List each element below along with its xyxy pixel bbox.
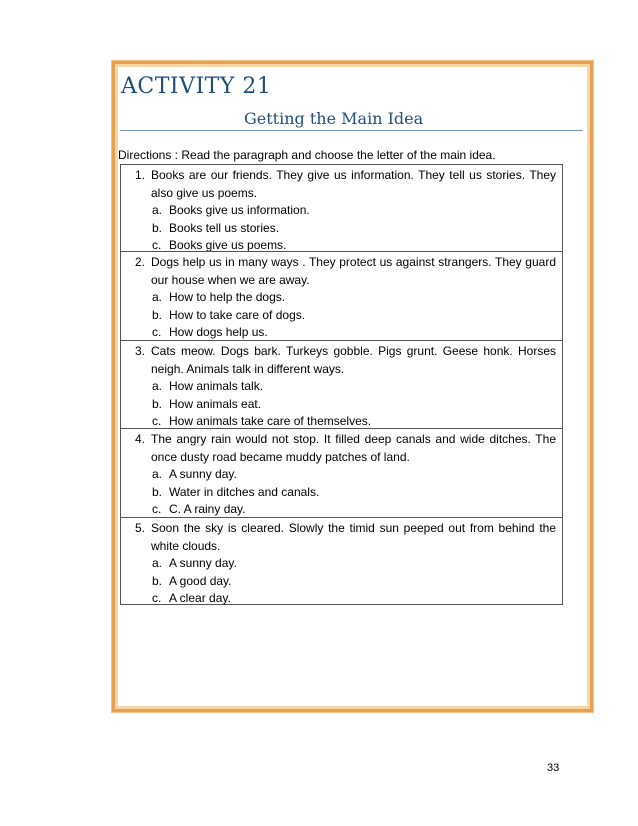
choice-text: Books tell us stories. bbox=[169, 220, 280, 235]
choice-option bbox=[151, 289, 556, 307]
choice-option bbox=[151, 484, 556, 502]
choice-option bbox=[151, 378, 556, 396]
question-text: Cats meow. Dogs bark. Turkeys gobble. Pigs grunt. Geese honk. Horses neigh. Animals talk in different ways. bbox=[151, 344, 556, 376]
choice-letter: b. bbox=[152, 307, 163, 322]
choice-text: How animals eat. bbox=[169, 396, 262, 411]
choice-text: A sunny day. bbox=[169, 467, 237, 481]
choice-text: Books give us poems. bbox=[169, 238, 287, 252]
question-number: 4. bbox=[135, 432, 146, 446]
question-item bbox=[121, 165, 562, 251]
choice-letter: a. bbox=[152, 290, 163, 304]
choice-letter: a. bbox=[152, 203, 163, 217]
choice-letter: a. bbox=[152, 379, 163, 393]
choice-text: Books give us information. bbox=[169, 203, 310, 217]
choice-option bbox=[151, 501, 556, 519]
activity-title: ACTIVITY 21 bbox=[121, 74, 272, 99]
choice-text: A clear day. bbox=[169, 591, 231, 605]
choice-letter: c. bbox=[152, 502, 162, 516]
question-number: 1. bbox=[135, 168, 146, 182]
question-text: Dogs help us in many ways . They protect us against strangers. They guard our house when we are away. bbox=[151, 255, 556, 287]
choice-text: How animals take care of themselves. bbox=[169, 414, 372, 428]
question-number: 2. bbox=[135, 255, 146, 269]
choice-letter: c. bbox=[152, 238, 162, 252]
choice-letter: c. bbox=[152, 325, 162, 339]
choice-letter: b. bbox=[152, 220, 163, 235]
choice-option bbox=[151, 324, 556, 342]
question-number: 5. bbox=[135, 521, 146, 535]
directions-text: Directions : Read the paragraph and choose the letter of the main idea. bbox=[118, 148, 496, 162]
question-text: The angry rain would not stop. It filled deep canals and wide ditches. The once dusty road became muddy patches of land. bbox=[151, 432, 556, 464]
choice-text: A good day. bbox=[169, 573, 232, 588]
choice-letter: a. bbox=[152, 467, 163, 481]
question-item bbox=[121, 517, 562, 604]
choice-option bbox=[151, 573, 556, 591]
choice-option bbox=[151, 220, 556, 238]
page-number: 33 bbox=[547, 762, 560, 774]
title-divider bbox=[120, 130, 583, 131]
choice-text: How to take care of dogs. bbox=[169, 307, 306, 322]
choice-letter: b. bbox=[152, 484, 163, 499]
choice-letter: c. bbox=[152, 591, 162, 605]
choice-option bbox=[151, 590, 556, 608]
choice-text: C. A rainy day. bbox=[169, 502, 246, 516]
choice-text: How animals talk. bbox=[169, 379, 264, 393]
choice-option bbox=[151, 555, 556, 573]
question-item bbox=[121, 428, 562, 517]
choice-letter: b. bbox=[152, 396, 163, 411]
choice-text: How dogs help us. bbox=[169, 325, 268, 339]
activity-subtitle: Getting the Main Idea bbox=[244, 109, 424, 128]
choice-text: A sunny day. bbox=[169, 556, 237, 570]
choice-option bbox=[151, 466, 556, 484]
choice-option bbox=[151, 396, 556, 414]
question-text: Soon the sky is cleared. Slowly the timid sun peeped out from behind the white clouds. bbox=[151, 521, 556, 553]
choice-option bbox=[151, 202, 556, 220]
question-text: Books are our friends. They give us information. They tell us stories. They also give us poems. bbox=[151, 168, 556, 200]
choice-option bbox=[151, 307, 556, 325]
choice-letter: c. bbox=[152, 414, 162, 428]
choice-letter: b. bbox=[152, 573, 163, 588]
question-item bbox=[121, 340, 562, 428]
question-item bbox=[121, 251, 562, 340]
question-list bbox=[120, 164, 563, 605]
choice-letter: a. bbox=[152, 556, 163, 570]
choice-text: How to help the dogs. bbox=[169, 290, 286, 304]
question-number: 3. bbox=[135, 344, 146, 358]
choice-text: Water in ditches and canals. bbox=[169, 484, 320, 499]
